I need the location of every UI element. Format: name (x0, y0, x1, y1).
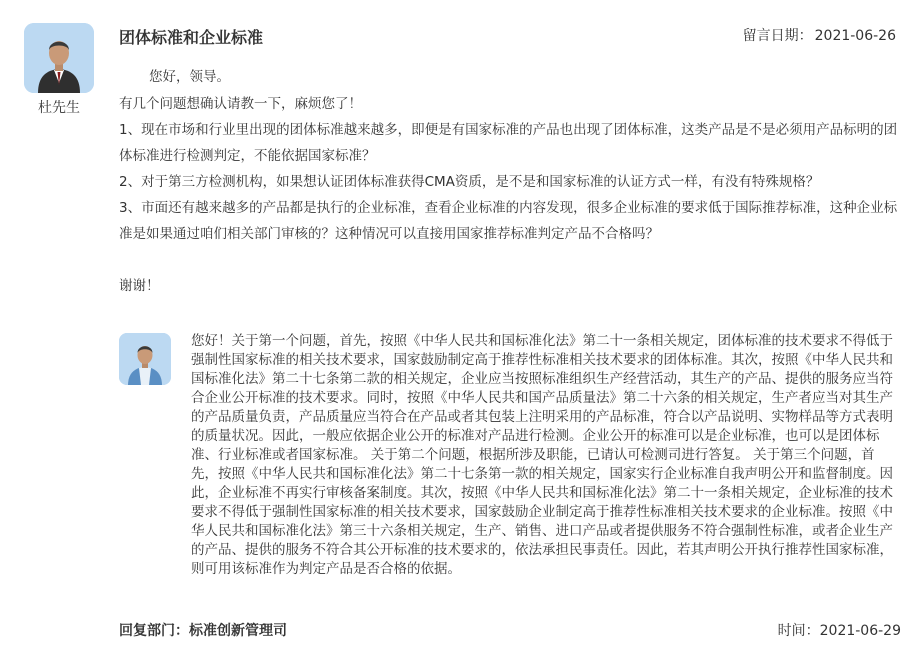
reply-dept-value: 标准创新管理司 (189, 623, 287, 639)
user-avatar-icon (24, 23, 94, 93)
message-paragraph: 1、现在市场和行业里出现的团体标准越来越多，即便是有国家标准的产品也出现了团体标准，这类产品是不是必须用产品标明的团体标准进行检测判定，不能依据国家标准？ (119, 122, 898, 164)
reply-dept-label: 回复部门： (119, 623, 189, 639)
official-avatar-icon (119, 333, 171, 385)
message-paragraph: 有几个问题想确认请教一下，麻烦您了！ (119, 96, 362, 112)
reply-text: 您好！关于第一个问题，首先，按照《中华人民共和国标准化法》第二十一条相关规定，团体标准的技术要求不得低于强制性国家标准的相关技术要求，国家鼓励制定高于推荐性标准相关技术要求的团体标准。其次，按照《中华人民共和国标准化法》第二十七条第二款的相关规定，企业应当按照标准组织生产经营活动，其生产的产品、提供的服务应当符合企业公开标准的技术要求。同时，按照《中华人民共和国产品质量法》第二十六条的相关规定，生产者应当对其生产的产品质量负责，产品质量应当符合在产品或者其包装上注明采用的产品标准，符合以产品说明、实物样品等方式表明的质量状况。因此，一般应依据企业公开的标准对产品进行检测。企业公开的标准可以是企业标准，也可以是团体标准、行业标准或者国家标准。 关于第二个问题，根据所涉及职能，已请认可检测司进行答复。 关于第三个问题，首先，按照《中华人民共和国标准化法》第二十七条第一款的相关规定，国家实行企业标准自我声明公开和监督制度。因此，企业标准不再实行审核备案制度。其次，按照《中华人民共和国标准化法》第二十一条相关规定，企业标准的技术要求不得低于强制性国家标准的相关技术要求，国家鼓励企业制定高于推荐性标准相关技术要求的企业标准。按照《中华人民共和国标准化法》第三十六条相关规定，生产、销售、进口产品或者提供服务不符合强制性标准，或者企业生产的产品、提供的服务不符合其公开标准的技术要求的，依法承担民事责任。因此，若其声明公开执行推荐性国家标准，则可用该标准作为判定产品是否合格的依据。 (191, 333, 893, 577)
reply-time-value: 2021-06-29 (819, 623, 901, 639)
message-date (743, 25, 898, 45)
message-greeting: 您好，领导。 (149, 69, 230, 85)
message-paragraph: 2、对于第三方检测机构，如果想认证团体标准获得CMA资质，是不是和国家标准的认证方式一样，有没有特殊规格？ (119, 174, 820, 190)
reply-time-label: 时间： (777, 623, 820, 639)
asker-name: 杜先生 (38, 100, 80, 116)
message-date-value: 2021-06-26 (814, 28, 896, 44)
reply-footer (119, 620, 901, 640)
message-title: 团体标准和企业标准 (119, 28, 264, 47)
message-paragraph: 3、市面还有越来越多的产品都是执行的企业标准，查看企业标准的内容发现，很多企业标准的要求低于国际推荐标准，这种企业标准是如果通过咱们相关部门审核的？这种情况可以直接用国家推荐标准判定产品不合格吗？ (119, 200, 898, 242)
message-date-label: 留言日期： (742, 28, 813, 44)
reply-avatar (119, 333, 171, 385)
message-body (119, 64, 899, 299)
reply-time (778, 620, 901, 640)
message-thanks: 谢谢！ (119, 278, 160, 294)
asker-avatar (24, 23, 94, 93)
